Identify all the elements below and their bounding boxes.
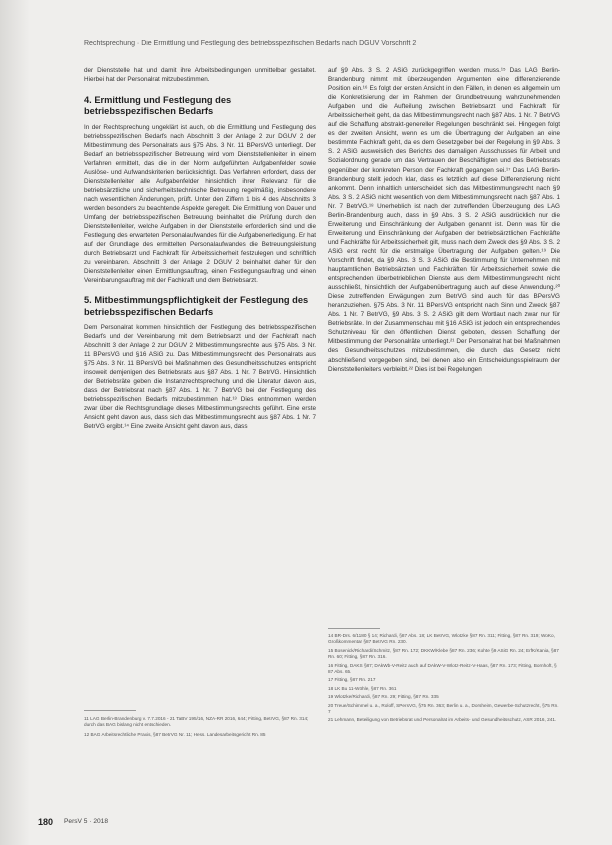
footnote: 21 Lehmann, Beteiligung von Betriebsrat und Personalrat im Arbeits- und Gesundheitsschutz, ASR 2016, 241. [328, 717, 557, 723]
left-footnotes [84, 716, 316, 738]
right-footnote-rule [328, 628, 380, 629]
journal-issue: PersV 5 · 2018 [64, 818, 108, 825]
right-column [328, 66, 560, 374]
section-4-paragraph: In der Rechtsprechung ungeklärt ist auch, ob die Ermittlung und Festlegung des betriebsspezifischen Bedarfs nach Abschnitt 3 der Anlage 2 zur DGUV 2 der Mitbestimmung des Personalrats aus §75 Abs. 3 Nr. 11 BPersVG unterliegt. Der Bedarf an betriebsspezifischer Betreuung wird vom Dienststellenleiter in einem Verfahren ermittelt, das die in der Norm aufgeführten Aufgabenfelder sowie Auslöse- und Aufwandskriterien berücksichtigt. Das Verfahren erfordert, dass der Dienststellenleiter alle Aufgabenfelder hinsichtlich ihrer Relevanz für die betriebsärztliche und sicherheitstechnische Betreuung regelmäßig, insbesondere nach wesentlichen Änderungen, prüft. Unter den Ziffern 1 bis 4 des Abschnitts 3 werden besonders zu beachtende Aspekte geregelt. Die Ermittlung von Dauer und Umfang der betriebsspezifischen Betreuung beinhaltet die Prüfung durch den Dienststellenleiter, welche Aufgaben in der Dienststelle erforderlich sind und die Festlegung des erwarteten Personalaufwandes für die Aufgabenerledigung. Er hat auf der Grundlage des ermittelten Personalaufwandes die Betreuungsleistung durch Betriebsarzt und Fachkraft für Arbeitssicherheit festzulegen und schriftlich zu vereinbaren. Abschnitt 3 der Anlage 2 DGUV 2 beinhaltet daher für den Dienststellenleiter einen Ermittlungsauftrag, einen Festlegungsauftrag und einen Vereinbarungsauftrag mit der Fachkraft und dem Betriebsarzt. [84, 123, 316, 285]
section-5-paragraph: Dem Personalrat kommen hinsichtlich der Festlegung des betriebsspezifischen Bedarfs und der Vereinbarung mit dem Betriebsarzt und der Fachkraft nach Abschnitt 3 der Anlage 2 zur DGUV 2 Mitbestimmungsrechte aus §75 Abs. 3 Nr. 11 BPersVG und §16 ASiG zu. Das Mitbestimmungsrecht des Personalrats aus §75 Abs. 3 Nr. 11 BPersVG bei Maßnahmen des Gesundheitsschutzes entspricht insoweit demjenigen des Betriebsrats aus §87 Abs. 1 Nr. 7 BetrVG. Hinsichtlich der Betriebsräte geben die Instanzrechtsprechung und die Literatur davon aus, dass der Betriebsrat nach §87 Abs. 1 Nr. 7 BetrVG bei der Festlegung des betriebsspezifischen Bedarfs mitzubestimmen hat.¹³ Dies entnommen werden zwar über die Rechtsgrundlage dieses Mitbestimmungsrechts geführt. Eine erste Ansicht geht davon aus, dass sich das Mitbestimmungsrecht aus §87 Abs. 1 Nr. 7 BetrVG ergibt.¹⁴ Eine zweite Ansicht geht davon aus, dass [84, 323, 316, 431]
page-number: 180 [38, 817, 54, 827]
footnote: 20 Treue/Schimmel u. a., Roloff, SPersVG, §75 Rn. 363; Berlin u. a., Dorsheim, Gewerbe-Schutzrecht, §75 Rn. 7 [328, 702, 559, 715]
footnote: 15 Bosenick/Richardi/Schmitz, §87 Rn. 172; DKKW/Klebe §87 Rn. 236; Kohte §9 ASiG Rn. 24; ErfK/Kania, §87 Rn. 60; Fitting, §87 Rn. 316. [328, 647, 559, 660]
left-footnote-rule [84, 710, 136, 711]
right-column-paragraph: auf §9 Abs. 3 S. 2 ASiG zurückgegriffen werden muss.¹⁵ Das LAG Berlin-Brandenburg nimmt mit überzeugenden Argumenten eine differenzierende Position ein.¹⁶ Es folgt der ersten Ansicht in den Fällen, in denen es allgemein um die Konkretisierung der im Rahmen der Grundbetreuung wahrzunehmenden Aufgaben und die Aufteilung zwischen Betriebsarzt und Fachkraft für Arbeitssicherheit geht, da das Mitbestimmungsrecht nach §87 Abs. 1 Nr. 7 BetrVG auf die Schaffung abstrakt-genereller Regelungen beschränkt sei. Hingegen folgt es der zweiten Ansicht, wenn es um die Übertragung der Aufgaben an eine bestimmte Fachkraft geht, da es dem Gesetzgeber bei der Regelung in §9 Abs. 3 S. 2 ASiG ausweislich des Berichts des damaligen Ausschusses für Arbeit und Sozialordnung gerade um das Vertrauen der Beschäftigten und des Betriebsrats gegenüber der konkreten Person der Fachkraft gegangen sei.¹⁷ Das LAG Berlin-Brandenburg stellt jedoch klar, dass es letztlich auf diese Differenzierung nicht ankommt. Denn inhaltlich unterscheidet sich das Mitbestimmungsrecht nach §9 Abs. 3 S. 2 ASiG nicht wesentlich von dem Mitbestimmungsrecht nach §87 Abs. 1 Nr. 7 BetrVG.¹⁸ Unerheblich ist nach der zutreffenden Überzeugung des LAG Berlin-Brandenburg auch, dass in §9 Abs. 3 S. 2 ASiG ausdrücklich nur die Erweiterung und Einschränkung der Aufgaben genannt ist. Denn was für die Erweiterung und Einschränkung der Aufgaben der betriebsärztlichen Fachkräfte und Fachkräfte für Arbeitssicherheit gilt, muss nach dem Zweck des §9 Abs. 3 S. 2 ASiG erst recht für die erstmalige Übertragung der Aufgaben gelten.¹⁹ Die Vorschrift findet, da §9 Abs. 3 S. 3 ASiG die Bestimmung für Unternehmen mit hauptamtlichen Betriebsärzten und Fachkräften für Arbeitssicherheit sowie die entsprechenden überbetrieblichen Dienste aus dem Mitbestimmungsrecht nicht ausschließt, hinsichtlich der Aufgabenübertragung auch auf diese Anwendung.²⁰ Diese zutreffenden Erwägungen zum BetrVG sind auch für das BPersVG heranzuziehen. §75 Abs. 3 Nr. 11 BPersVG entspricht nach Sinn und Zweck §87 Abs. 1 Nr. 7 BetrVG, §9 Abs. 3 S. 2 ASiG gilt dem Wortlaut nach zwar nur für Betriebsräte. In der Zusammenschau mit §16 ASiG ist jedoch ein entsprechendes Schutzniveau für den öffentlichen Dienst geboten, dessen Schaffung der Mitbestimmung der Personalräte unterliegt.²¹ Der Personalrat hat bei Maßnahmen des Gesundheitsschutzes mitzubestimmen, die durch das Gesetz nicht abschließend vorgegeben sind, bei denen also ein Entscheidungsspielraum der Dienststellenleiters verbleibt.²² Dies ist bei Regelungen [328, 67, 560, 373]
footnote: 14 BR-Drs. 6/1180 § 14; Richardi, §87 Abs. 18; LK BetrVG, Wlotzke §87 Rn. 311; Fitting, §87 Rn. 319; WoKo, Großkommentar §87 BetrVG Rn. 230. [328, 633, 555, 645]
footnote: 19 Wlotzke/Richardi, §87 Rn. 29; Fitting, §87 Rn. 335 [328, 694, 439, 700]
page-fold-shadow [0, 0, 30, 845]
footnote: 16 Fitting, DAKS §87; DAkWb-V-Reitz auch auf DAkW-V-Wlotz-Reitz-V-Haas, §87 Rn. 173; Fitting, Bornhoft, § 87 Abs. 65. [328, 662, 557, 675]
left-column [84, 66, 316, 431]
footnote: 12 BAG Arbeitsrechtliche Praxis, §87 BetrVG Nr. 11; Hess. Landesarbeitsgericht Rn. 85 [84, 731, 266, 737]
footnote: 17 Fitting, §87 Rn. 217 [328, 677, 376, 683]
section-4-heading: 4. Ermittlung und Festlegung des betriebsspezifischen Bedarfs [84, 95, 232, 117]
footnote: 18 LK Bu 11-Wöhle, §87 Rn. 361 [328, 685, 397, 691]
running-head: Rechtsprechung · Die Ermittlung und Festlegung des betriebsspezifischen Bedarfs nach DGUV Vorschrift 2 [84, 40, 417, 47]
intro-paragraph: der Dienststelle hat und damit ihre Arbeitsbedingungen unmittelbar gestaltet. Hierbei hat der Personalrat mitzubestimmen. [84, 67, 316, 84]
footnote: 11 LAG Berlin-Brandenburg v. 7.7.2016 - 21 TaBV 195/16, NZA-RR 2016, 644; Fitting, BetrVG, §87 Rn. 314; durch das BAG bislang nicht entschieden. [84, 716, 309, 728]
section-5-heading: 5. Mitbestimmungspflichtigkeit der Festlegung des betriebsspezifischen Bedarfs [84, 295, 309, 317]
right-footnotes [328, 633, 560, 724]
